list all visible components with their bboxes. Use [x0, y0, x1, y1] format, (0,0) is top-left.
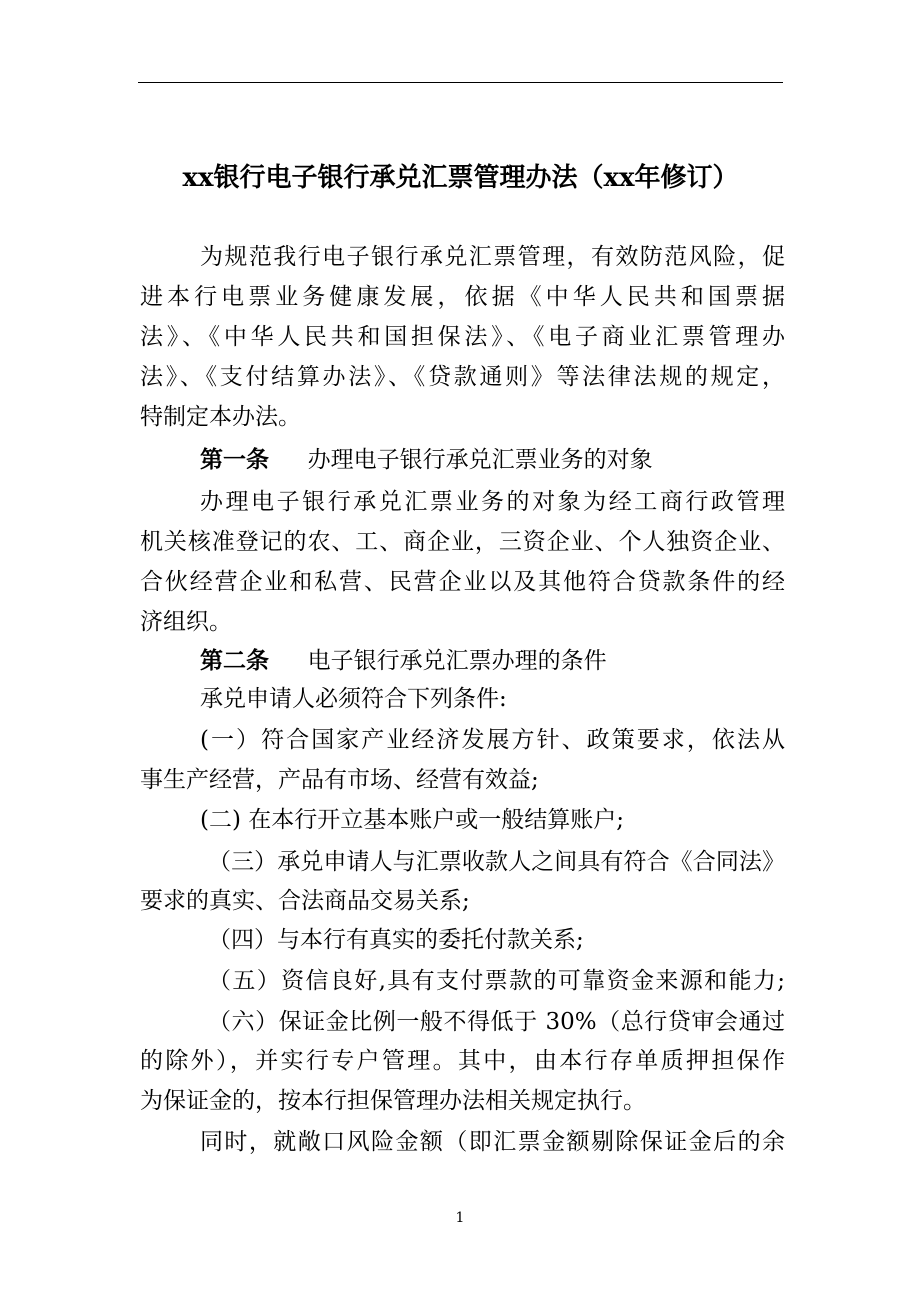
page-number: 1	[455, 1210, 465, 1226]
article-2-item-5: （五）资信良好,具有支付票款的可靠资金来源和能力;	[208, 968, 785, 994]
article-2-item-1-line: 事生产经营，产品有市场、经营有效益;	[140, 767, 539, 793]
preamble-line: 特制定本办法。	[140, 404, 301, 430]
preamble-line: 法》、《中华人民共和国担保法》、《电子商业汇票管理办	[140, 324, 785, 350]
article-1-body-line: 合伙经营企业和私营、民营企业以及其他符合贷款条件的经	[140, 569, 785, 595]
preamble-line: 为规范我行电子银行承兑汇票管理，有效防范风险，促	[200, 244, 785, 270]
header-rule	[138, 82, 783, 83]
article-2-item-6-line: 的除外），并实行专户管理。其中，由本行存单质押担保作	[140, 1048, 785, 1074]
article-2-heading-line	[200, 641, 785, 681]
article-1-heading: 第一条	[200, 446, 269, 473]
article-1-title: 办理电子银行承兑汇票业务的对象	[307, 447, 653, 473]
article-2-continuation: 同时，就敞口风险金额（即汇票金额剔除保证金后的余	[200, 1129, 785, 1155]
article-2-item-4: （四）与本行有真实的委托付款关系;	[208, 927, 584, 953]
article-2-item-3-line: （三）承兑申请人与汇票收款人之间具有符合《合同法》	[208, 849, 785, 875]
article-2-intro: 承兑申请人必须符合下列条件:	[200, 686, 507, 712]
article-1-body-line: 机关核准登记的农、工、商企业，三资企业、个人独资企业、	[140, 529, 785, 555]
preamble-line: 法》、《支付结算办法》、《贷款通则》等法律法规的规定，	[140, 364, 785, 390]
preamble-line: 进本行电票业务健康发展，依据《中华人民共和国票据	[140, 284, 785, 310]
article-2-item-6-line: 为保证金的，按本行担保管理办法相关规定执行。	[140, 1088, 646, 1114]
article-2-title: 电子银行承兑汇票办理的条件	[307, 648, 607, 674]
article-2-item-6-line: （六）保证金比例一般不得低于 30%（总行贷审会通过	[208, 1009, 785, 1035]
article-1-heading-line	[200, 440, 785, 480]
article-1-body-line: 办理电子银行承兑汇票业务的对象为经工商行政管理	[200, 489, 785, 515]
article-2-item-3-line: 要求的真实、合法商品交易关系;	[140, 888, 470, 914]
article-2-item-2: (二) 在本行开立基本账户或一般结算账户;	[200, 807, 625, 833]
article-1-body-line: 济组织。	[140, 609, 232, 635]
document-title: xx银行电子银行承兑汇票管理办法（xx年修订）	[182, 163, 739, 193]
article-2-item-1-line: (一）符合国家产业经济发展方针、政策要求，依法从	[200, 727, 785, 753]
article-2-heading: 第二条	[200, 647, 269, 674]
